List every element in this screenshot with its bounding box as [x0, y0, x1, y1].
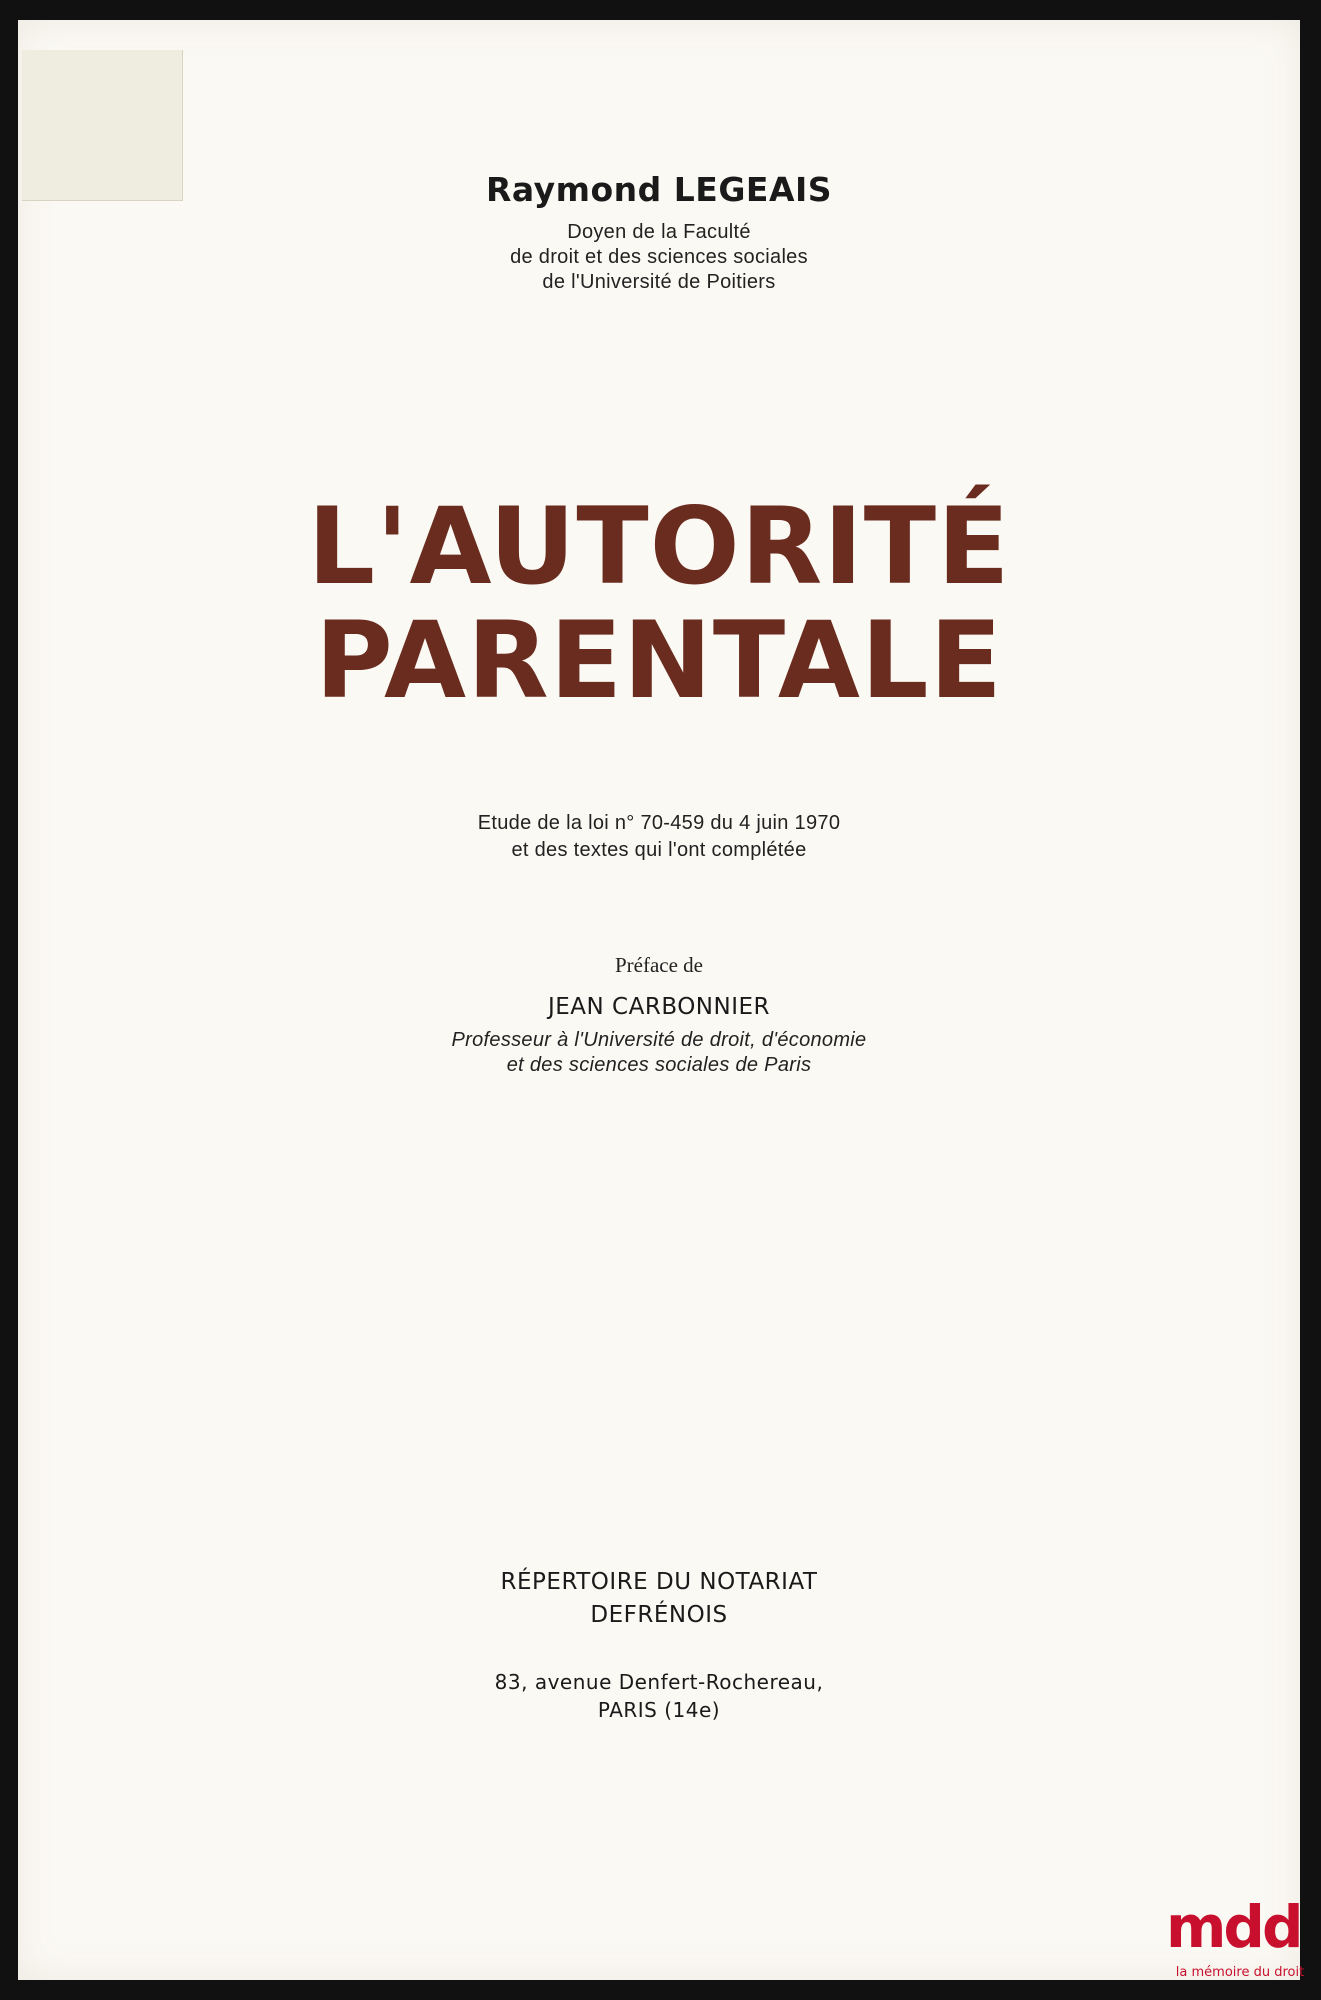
publisher-line: RÉPERTOIRE DU NOTARIAT — [500, 1569, 818, 1595]
watermark-tagline: la mémoire du droit — [1175, 1965, 1305, 1980]
preface-label: Préface de — [614, 953, 704, 977]
author-affiliation-line: de l'Université de Poitiers — [542, 271, 776, 293]
address-line: 83, avenue Denfert-Rochereau, — [494, 1670, 824, 1694]
author-affiliation — [18, 220, 1300, 295]
preface-role-line: et des sciences sociales de Paris — [506, 1054, 812, 1076]
author-affiliation-line: Doyen de la Faculté — [567, 221, 751, 243]
preface-author-role — [18, 1028, 1300, 1078]
preface-role-line: Professeur à l'Université de droit, d'économie — [451, 1029, 867, 1051]
publisher-name — [18, 1566, 1300, 1632]
book-cover — [18, 20, 1300, 1980]
book-title-line: PARENTALE — [315, 599, 1003, 722]
publisher-line: DEFRÉNOIS — [590, 1602, 728, 1628]
author-affiliation-line: de droit et des sciences sociales — [510, 246, 808, 268]
book-subtitle — [18, 810, 1300, 864]
address-line: PARIS (14e) — [597, 1698, 721, 1722]
mdd-logo-icon: mdd — [1166, 1893, 1301, 1961]
book-title — [18, 485, 1300, 722]
book-subtitle-line: Etude de la loi n° 70-459 du 4 juin 1970 — [477, 812, 841, 834]
watermark-logo — [1160, 1895, 1320, 1995]
book-subtitle-line: et des textes qui l'ont complétée — [511, 839, 807, 861]
preface-author: JEAN CARBONNIER — [547, 994, 771, 1020]
publisher-address — [18, 1668, 1300, 1724]
author-name: Raymond LEGEAIS — [485, 170, 833, 209]
book-title-line: L'AUTORITÉ — [307, 485, 1011, 608]
